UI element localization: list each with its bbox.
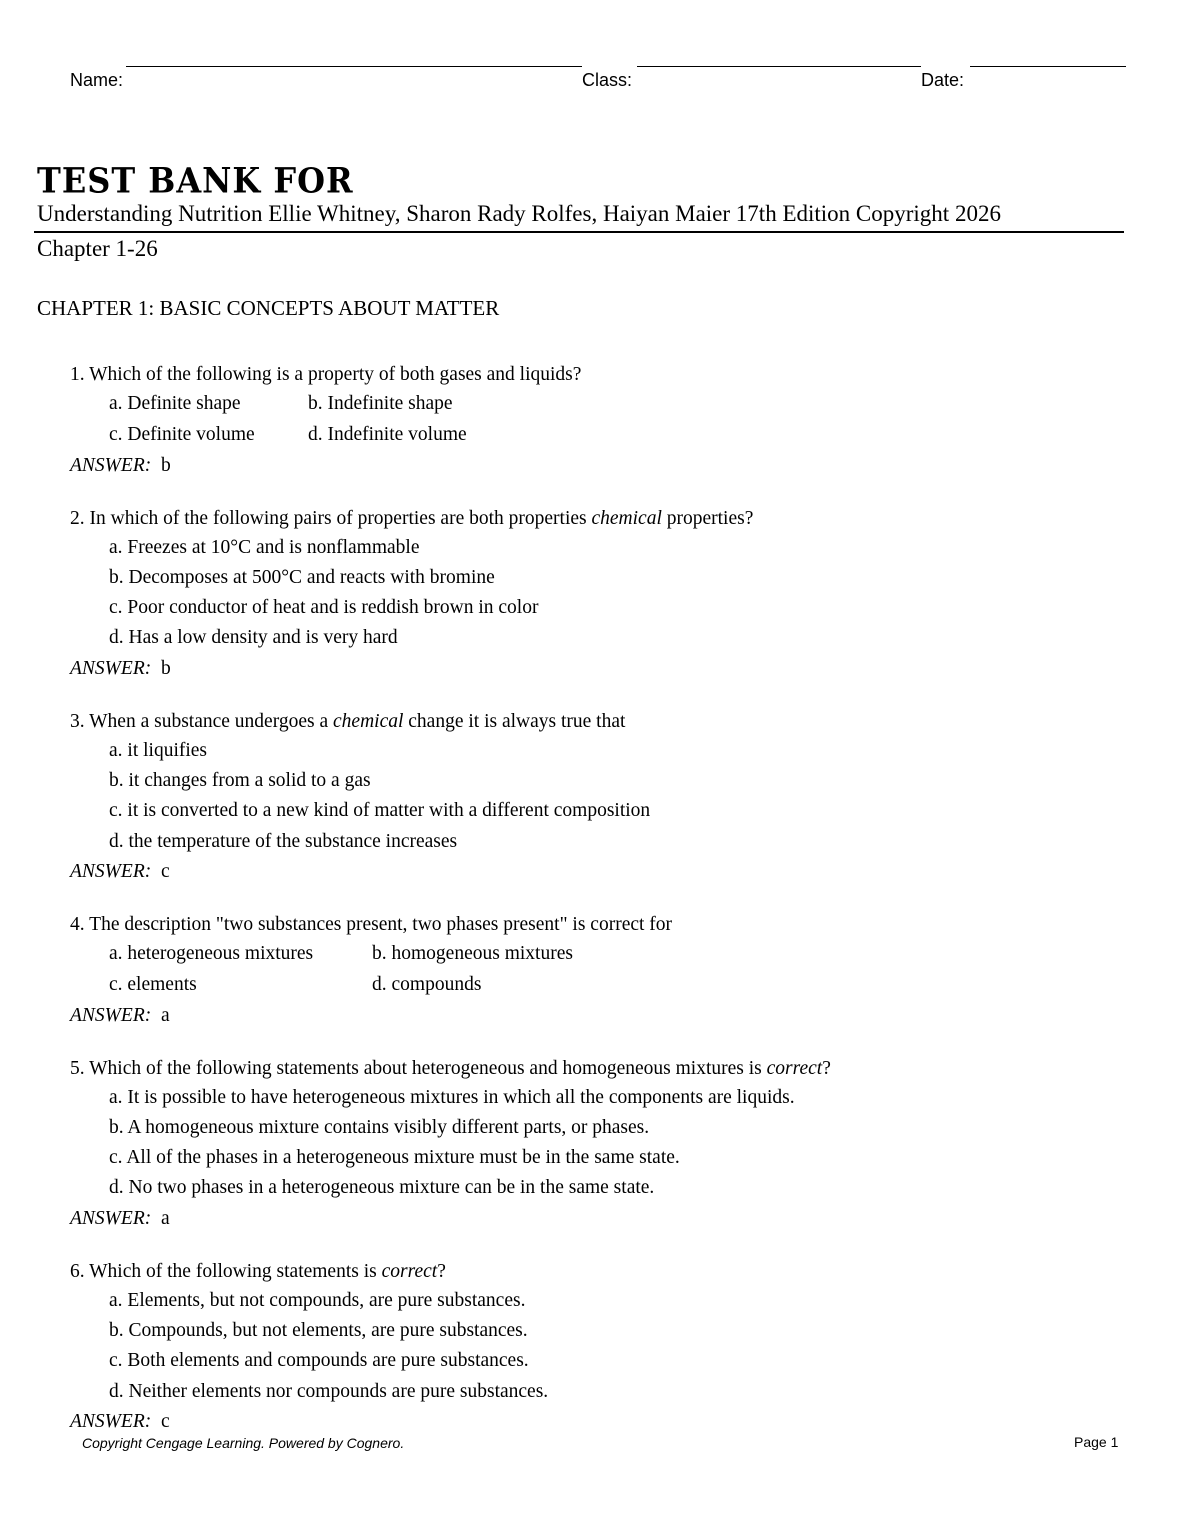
- question-number: 6.: [70, 1260, 85, 1282]
- stem-text: When a substance undergoes a: [89, 710, 334, 732]
- option-a: a. heterogeneous mixtures: [109, 942, 314, 964]
- question: [70, 1258, 1130, 1437]
- answer-label: ANSWER:: [70, 454, 152, 476]
- chapter-range: Chapter 1-26: [37, 236, 158, 261]
- chapter-heading: CHAPTER 1: BASIC CONCEPTS ABOUT MATTER: [37, 296, 500, 320]
- option-d: d. Neither elements nor compounds are pure substances.: [109, 1380, 549, 1402]
- question-stem: [70, 1055, 1130, 1083]
- option-b: b. A homogeneous mixture contains visibly different parts, or phases.: [109, 1116, 650, 1138]
- question-stem: [70, 708, 1130, 736]
- option-d: d. No two phases in a heterogeneous mixture can be in the same state.: [109, 1177, 655, 1199]
- option-c: c. elements: [109, 973, 197, 995]
- question-stem: [70, 361, 1130, 389]
- name-blank-line: [126, 66, 582, 67]
- answer-value: a: [160, 1207, 170, 1229]
- answer-line: [70, 1001, 1130, 1031]
- test-bank-title: TEST BANK FOR: [37, 160, 354, 202]
- option-c: c. All of the phases in a heterogeneous mixture must be in the same state.: [109, 1147, 680, 1169]
- answer-label: ANSWER:: [70, 860, 152, 882]
- option-d: d. the temperature of the substance increases: [109, 830, 458, 852]
- stem-text: Which of the following statements is: [89, 1260, 382, 1282]
- title-divider: [34, 231, 1124, 233]
- stem-text-end: properties?: [661, 507, 754, 529]
- date-blank-line: [970, 66, 1126, 67]
- stem-emphasis: chemical: [591, 507, 662, 529]
- answer-value: c: [160, 860, 170, 882]
- options: [70, 389, 1130, 451]
- page-number: Page 1: [1074, 1434, 1119, 1450]
- stem-emphasis: correct: [381, 1260, 438, 1282]
- name-label: Name:: [70, 70, 124, 90]
- question-number: 3.: [70, 710, 85, 732]
- option-b: b. it changes from a solid to a gas: [109, 770, 371, 792]
- option-b: b. Indefinite shape: [308, 393, 453, 414]
- question-number: 5.: [70, 1057, 85, 1079]
- class-label: Class:: [582, 70, 633, 90]
- option-c: c. it is converted to a new kind of matter with a different composition: [109, 800, 651, 822]
- stem-text: In which of the following pairs of properties are both properties: [89, 507, 592, 529]
- options: [70, 939, 1130, 1001]
- stem-text: Which of the following statements about heterogeneous and homogeneous mixtures is: [89, 1057, 767, 1079]
- option-b: b. Compounds, but not elements, are pure substances.: [109, 1320, 528, 1342]
- option-b: b. Decomposes at 500°C and reacts with bromine: [109, 566, 495, 588]
- book-subtitle: Understanding Nutrition Ellie Whitney, Sharon Rady Rolfes, Haiyan Maier 17th Edition Copyright 2026: [37, 201, 1001, 226]
- answer-label: ANSWER:: [70, 1004, 152, 1026]
- answer-value: a: [160, 1004, 170, 1026]
- option-a: a. Elements, but not compounds, are pure substances.: [109, 1289, 526, 1311]
- footer-copyright: Copyright Cengage Learning. Powered by Cognero.: [82, 1435, 405, 1451]
- answer-value: b: [160, 454, 171, 476]
- answer-label: ANSWER:: [70, 1207, 152, 1229]
- question-stem: [70, 1258, 1130, 1286]
- option-c: c. Both elements and compounds are pure substances.: [109, 1350, 529, 1372]
- header-fields: [70, 70, 1126, 94]
- date-label: Date:: [921, 70, 965, 90]
- stem-text-end: ?: [822, 1057, 831, 1079]
- option-a: a. It is possible to have heterogeneous mixtures in which all the components are liquids.: [109, 1086, 795, 1108]
- question-number: 2.: [70, 507, 85, 529]
- question-number: 4.: [70, 913, 85, 935]
- answer-line: [70, 1407, 1130, 1437]
- question: [70, 361, 1130, 481]
- question-number: 1.: [70, 364, 85, 385]
- answer-line: [70, 654, 1130, 684]
- answer-label: ANSWER:: [70, 657, 152, 679]
- stem-emphasis: correct: [766, 1057, 823, 1079]
- answer-value: c: [160, 1410, 170, 1432]
- answer-value: b: [160, 657, 171, 679]
- stem-emphasis: chemical: [333, 710, 404, 732]
- stem-text-end: change it is always true that: [403, 710, 626, 732]
- stem-text: Which of the following is a property of both gases and liquids?: [89, 364, 582, 385]
- question-stem: [70, 505, 1130, 533]
- option-d: d. Indefinite volume: [308, 423, 467, 445]
- option-d: d. compounds: [372, 973, 482, 995]
- question-list: [70, 361, 1130, 1461]
- question: [70, 1055, 1130, 1234]
- option-a: a. Freezes at 10°C and is nonflammable: [109, 536, 420, 558]
- class-blank-line: [637, 66, 921, 67]
- answer-line: [70, 1204, 1130, 1234]
- stem-text-end: ?: [437, 1260, 446, 1282]
- question: [70, 708, 1130, 887]
- option-c: c. Definite volume: [109, 423, 255, 445]
- option-a: a. Definite shape: [109, 393, 241, 414]
- option-a: a. it liquifies: [109, 739, 208, 761]
- option-d: d. Has a low density and is very hard: [109, 627, 398, 649]
- question-stem: [70, 911, 1130, 939]
- question: [70, 911, 1130, 1031]
- answer-line: [70, 857, 1130, 887]
- option-c: c. Poor conductor of heat and is reddish brown in color: [109, 597, 539, 619]
- answer-line: [70, 451, 1130, 481]
- option-b: b. homogeneous mixtures: [372, 942, 573, 964]
- answer-label: ANSWER:: [70, 1410, 152, 1432]
- stem-text: The description "two substances present, two phases present" is correct for: [89, 913, 673, 935]
- question: [70, 505, 1130, 684]
